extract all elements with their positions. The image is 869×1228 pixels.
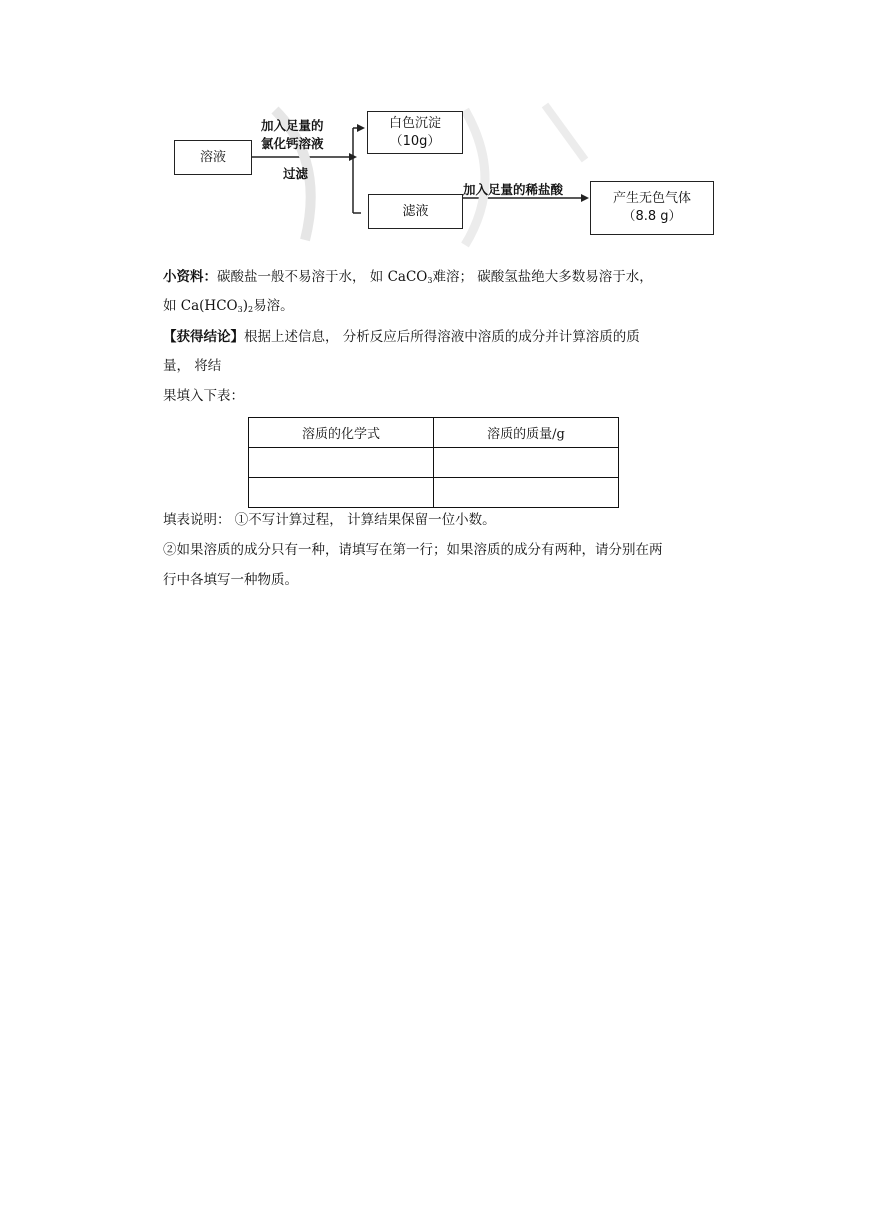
table-row <box>249 448 619 478</box>
header-formula: 溶质的化学式 <box>249 418 434 448</box>
answer-cell-formula-2[interactable] <box>249 478 434 508</box>
info-text-2: 难溶； 碳酸氢盐绝大多数易溶于水， <box>432 269 653 285</box>
filter-label: 过滤 <box>283 166 309 181</box>
precipitate-mass: （10g） <box>389 133 441 149</box>
answer-cell-mass-2[interactable] <box>434 478 619 508</box>
formula-sub-2: 2 <box>247 305 254 314</box>
solution-label: 溶液 <box>199 149 226 165</box>
info-line-2 <box>163 296 294 320</box>
arrow-head-precipitate <box>357 124 365 132</box>
formula-cahco3-prefix: 如 Ca(HCO <box>163 298 238 314</box>
info-text-3: 易溶。 <box>253 298 294 314</box>
gas-mass: （8.8 g） <box>622 209 682 224</box>
add-calcium-chloride-label-2: 氯化钙溶液 <box>261 136 324 151</box>
notes-line-3: 行中各填写一种物质。 <box>163 572 298 588</box>
notes-line-1: 填表说明： ①不写计算过程， 计算结果保留一位小数。 <box>163 512 496 528</box>
header-mass: 溶质的质量/g <box>434 418 619 448</box>
answer-cell-mass-1[interactable] <box>434 448 619 478</box>
add-hydrochloric-acid-label: 加入足量的稀盐酸 <box>463 182 564 197</box>
conclusion-line-3: 果填入下表： <box>163 388 244 404</box>
gas-label: 产生无色气体 <box>612 191 691 206</box>
conclusion-heading: 【获得结论】 <box>163 329 244 345</box>
table-row <box>249 478 619 508</box>
conclusion-line-1 <box>163 327 640 347</box>
gas-box <box>590 181 714 235</box>
formula-paren: ) <box>242 298 248 314</box>
filtrate-label: 滤液 <box>402 203 429 219</box>
precipitate-label: 白色沉淀 <box>388 115 441 131</box>
add-calcium-chloride-label-1: 加入足量的 <box>261 118 324 133</box>
info-text-1: 碳酸盐一般不易溶于水， 如 <box>217 269 388 285</box>
info-heading: 小资料： <box>163 269 217 285</box>
notes-line-2: ②如果溶质的成分只有一种，请填写在第一行；如果溶质的成分有两种，请分别在两 <box>163 542 663 558</box>
conclusion-line-2: 量， 将结 <box>163 358 222 374</box>
solution-box <box>174 140 252 175</box>
formula-caco3-sub: 3 <box>427 276 433 285</box>
formula-sub-3: 3 <box>237 305 243 314</box>
arrow-head-gas <box>581 194 589 202</box>
answer-cell-formula-1[interactable] <box>249 448 434 478</box>
conclusion-text-1: 根据上述信息， 分析反应后所得溶液中溶质的成分并计算溶质的质 <box>244 329 640 345</box>
table-header-row <box>249 418 619 448</box>
filtrate-box <box>368 194 463 229</box>
info-line-1 <box>163 267 653 291</box>
answer-table <box>248 417 619 508</box>
experiment-flow-diagram <box>165 100 725 250</box>
precipitate-box <box>367 111 463 154</box>
formula-caco3: CaCO <box>387 269 428 285</box>
